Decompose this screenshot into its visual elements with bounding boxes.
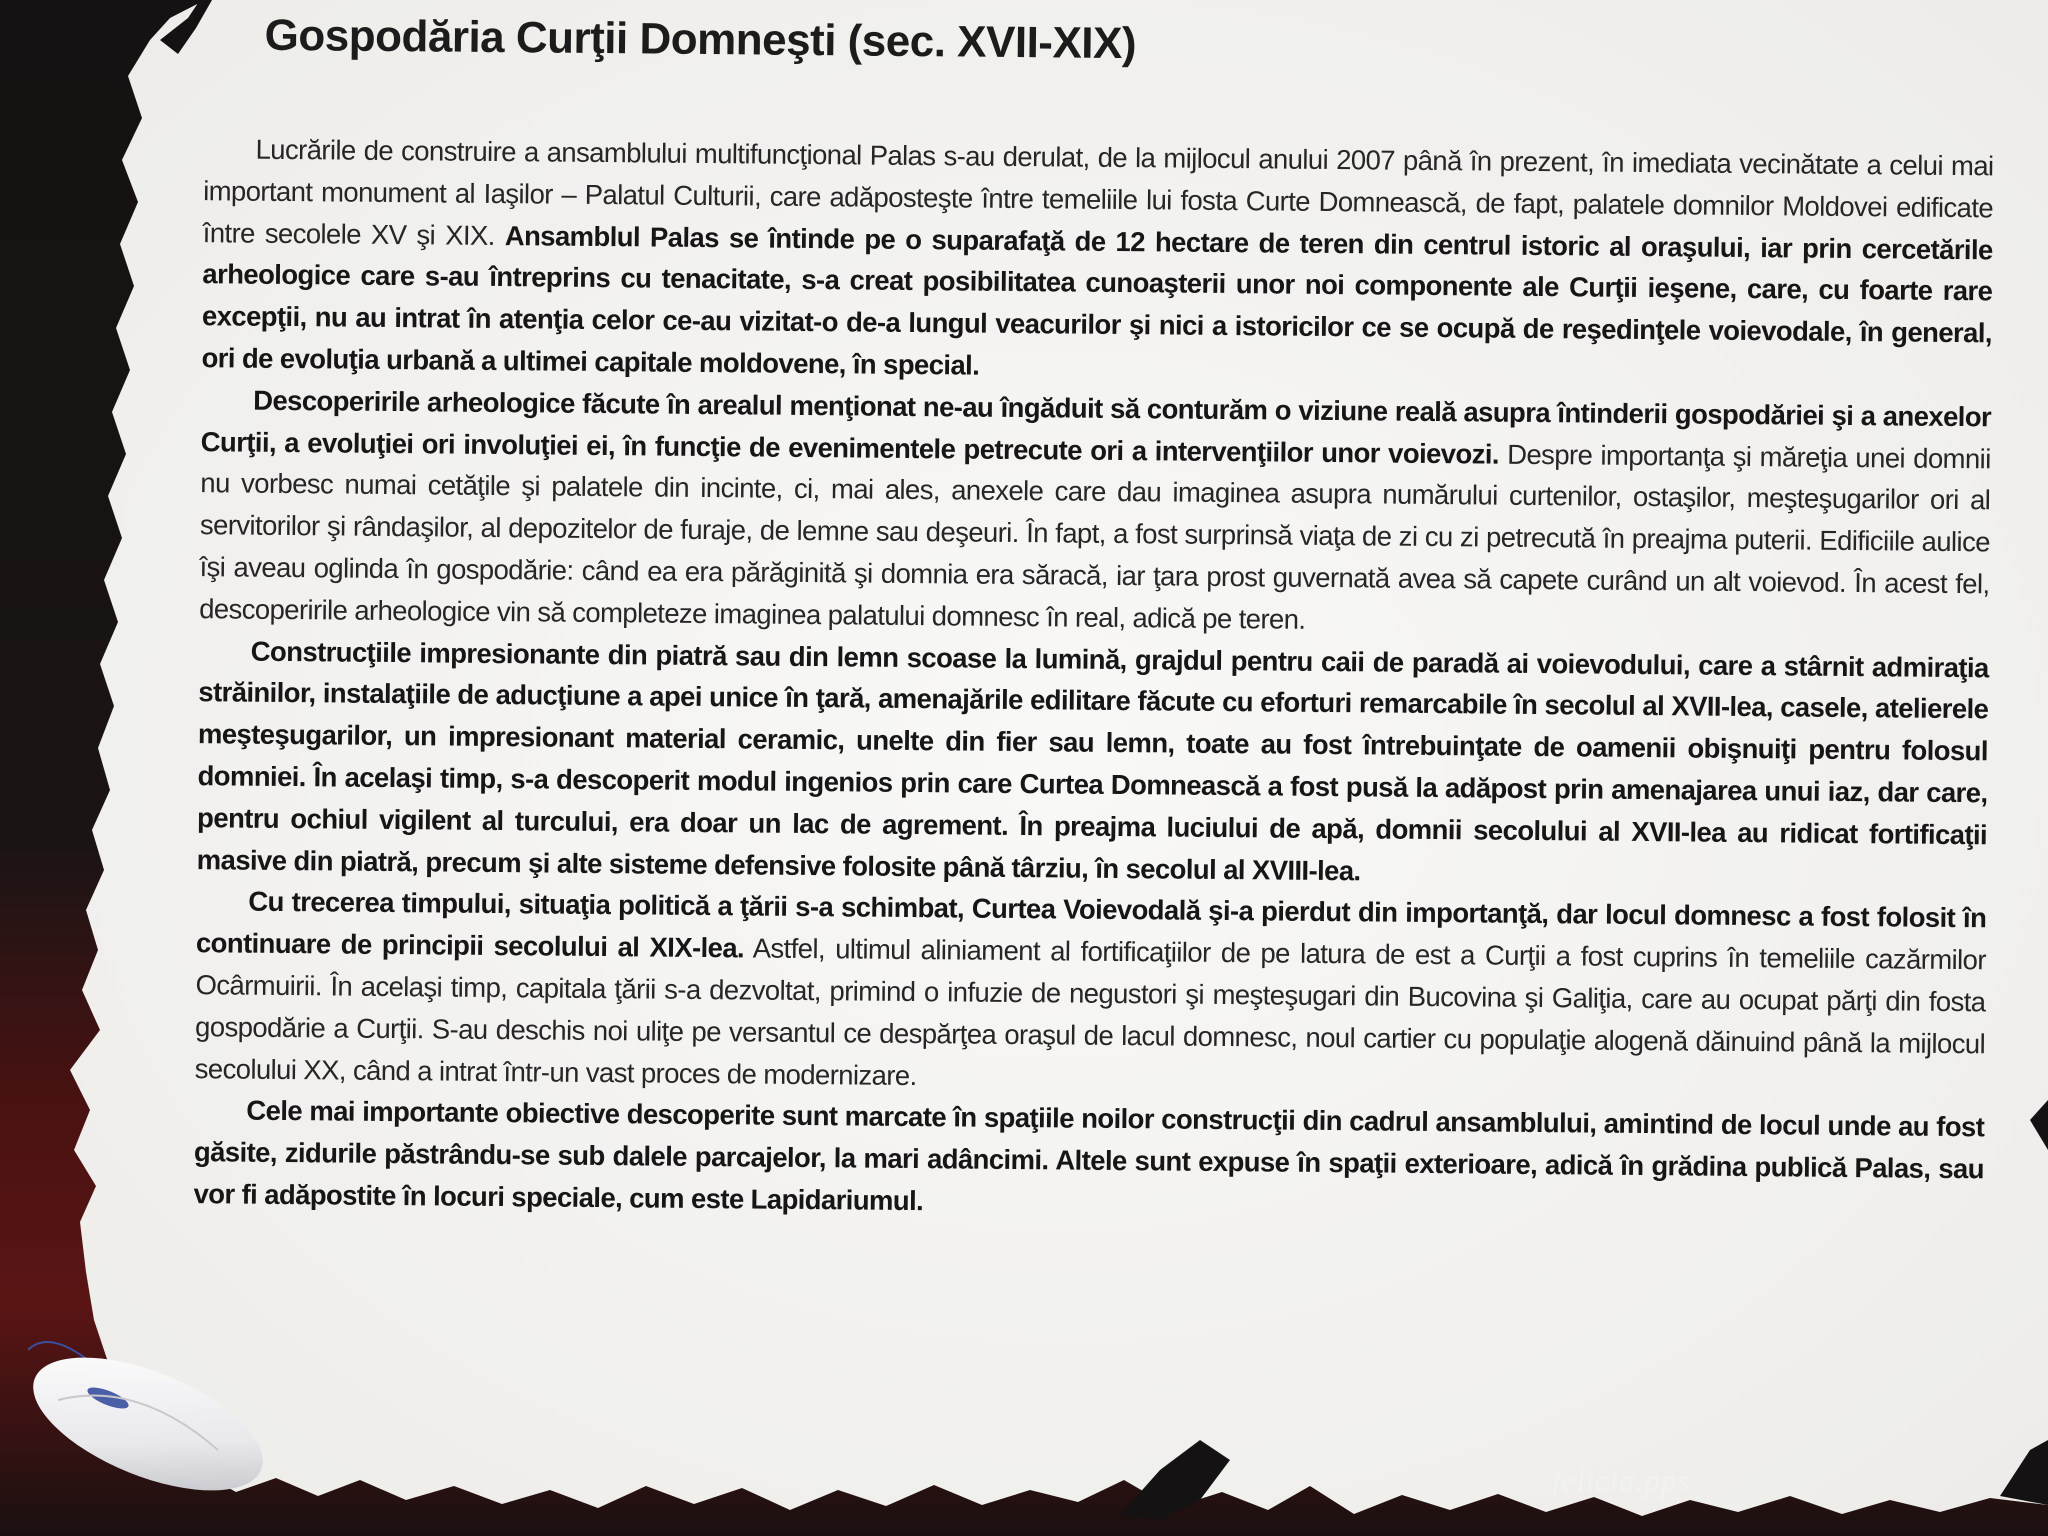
paragraph xyxy=(193,1089,1984,1232)
bold-text-segment: Descoperirile arheologice făcute în arealul menţionat ne-au îngăduit să conturăm o viziune reală asupra întinderii gospodăriei şi a anexelor Curţii, a evoluţiei ori involuţiei ei, în funcţie de evenimentele petrecute ori a intervenţiilor unor voievozi. xyxy=(200,384,1992,470)
page-title: Gospodăria Curţii Domneşti (sec. XVII-XIX) xyxy=(264,10,1137,69)
watermark: felicia.pps xyxy=(1552,1462,1690,1498)
paragraph xyxy=(201,128,1993,396)
text-segment: Astfel, ultimul aliniament al fortificaţiilor de pe latura de est a Curţii a fost cuprins în temeliile cazărmilor Ocârmuirii. În acelaşi timp, capitala ţării s-a dezvoltat, primind o infuzie de negustori şi meşteşugari din Bucovina şi Galiţia, care au ocupat părţi din fosta gospodărie a Curţii. S-au deschis noi uliţe pe versantul ce despărţea oraşul de lacul domnesc, noul cartier cu populaţie alogenă dăinuind până la mijlocul secolului XX, când a intrat într-un vast proces de modernizare. xyxy=(194,932,1987,1091)
bold-text-segment: Ansamblul Palas se întinde pe o suparafaţă de 12 hectare de teren din centrul istoric al oraşului, iar prin cercetările arheologice care s-au întreprins cu tenacitate, s-a creat posibilitatea cunoaşterii unor noi componente ale Curţii ieşene, care, cu foarte rare excepţii, nu au intrat în atenţia celor ce-au vizitat-o de-a lungul veacurilor şi nici a istoricilor ce se ocupă de reşedinţele voievodale, în general, ori de evoluţia urbană a ultimei capitale moldovene, în special. xyxy=(201,219,1993,381)
computer-mouse-icon xyxy=(28,1340,288,1520)
document-body xyxy=(193,128,1993,1232)
sign-text-area xyxy=(171,0,2015,1458)
bold-text-segment: Construcţiile impresionante din piatră sau din lemn scoase la lumină, grajdul pentru caii de paradă ai voievodului, care a stârnit admiraţia străinilor, instalaţiile de aducţiune a apei unice în ţară, amenajările edilitare făcute cu eforturi remarcabile în secolul al XVII-lea, casele, atelierele meşteşugarilor, un impresionant material ceramic, unelte din fier sau lemn, toate au fost întrebuinţate de oamenii obişnuiţi pentru folosul domniei. În acelaşi timp, s-a descoperit modul ingenios prin care Curtea Domnească a fost pusă la adăpost prin amenajarea unui iaz, dar care, pentru ochiul vigilent al turcului, era doar un lac de agrement. În preajma luciului de apă, domnii secolului al XVII-lea au ridicat fortificaţii masive din piatră, precum şi alte sisteme defensive folosite până târziu, în secolul al XVIII-lea. xyxy=(196,635,1989,886)
bold-text-segment: Cu trecerea timpului, situaţia politică a ţării s-a schimbat, Curtea Voievodală şi-a pierdut din importanţă, dar locul domnesc a fost folosit în continuare de principii secolului al XIX-lea. xyxy=(195,885,1987,964)
paragraph xyxy=(197,630,1989,898)
paragraph xyxy=(199,379,1991,647)
paragraph xyxy=(195,880,1987,1106)
bold-text-segment: Cele mai importante obiective descoperite sunt marcate în spaţiile noilor construcţii din cadrul ansamblului, amintind de locul unde au fost găsite, zidurile păstrându-se sub dalele parcajelor, la mari adâncimi. Altele sunt expuse în spaţii exterioare, adică în grădina publică Palas, sau vor fi adăpostite în locuri speciale, cum este Lapidariumul. xyxy=(193,1094,1985,1217)
text-segment: Despre importanţa şi măreţia unei domnii nu vorbesc numai cetăţile şi palatele din incinte, ci, mai ales, anexele care dau imaginea asupra numărului curtenilor, ostaşilor, meşteşugarilor ori al servitorilor şi rândaşilor, al depozitelor de furaje, de lemne sau deşeuri. În fapt, a fost surprinsă viaţa de zi cu zi petrecută în preajma puterii. Edificiile aulice îşi aveau oglinda în gospodărie: când ea era părăginită şi domnia era săracă, iar ţara prost guvernată avea să capete curând un alt voievod. În acest fel, descoperirile arheologice vin să completeze imaginea palatului domnesc în real, adică pe teren. xyxy=(199,438,1991,635)
text-segment: Lucrările de construire a ansamblului multifuncţional Palas s-au derulat, de la mijlocul anului 2007 până în prezent, în imediata vecinătate a celui mai important monument al Iaşilor – Palatul Culturii, care adăposteşte între temeliile lui fosta Curte Domnească, de fapt, palatele domnilor Moldovei edificate între secolele XV şi XIX. xyxy=(202,133,1994,251)
